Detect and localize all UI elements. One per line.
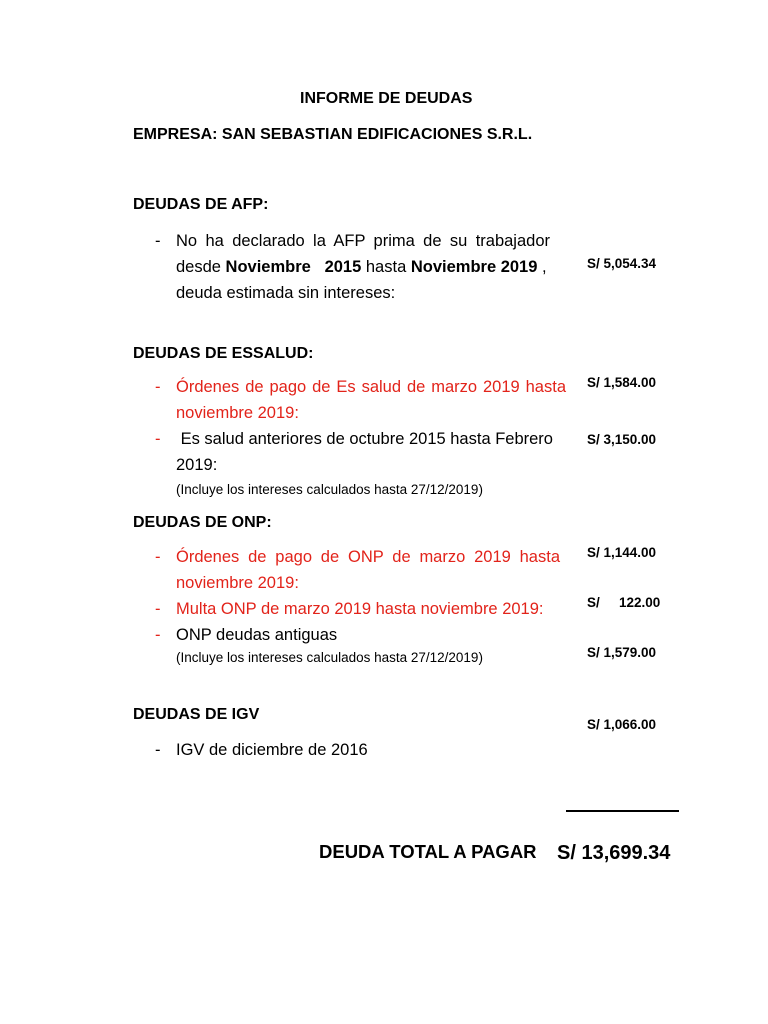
afp-line-2-a: desde: [176, 258, 226, 276]
onp-item-3: ONP deudas antiguas: [176, 626, 338, 644]
total-amount: S/ 13,699.34: [557, 842, 671, 864]
essalud-item-1-line-2: noviembre 2019:: [176, 404, 299, 422]
onp-heading: DEUDAS DE ONP:: [133, 514, 272, 531]
total-label: DEUDA TOTAL A PAGAR: [319, 841, 537, 862]
onp-item-2: Multa ONP de marzo 2019 hasta noviembre 2019:: [176, 600, 544, 618]
total-rule: [566, 810, 679, 812]
afp-line-2-c: hasta: [361, 258, 411, 276]
essalud-item-2-line-1: Es salud anteriores de octubre 2015 hasta Febrero: [176, 430, 553, 448]
essalud-item-1-amount: S/ 1,584.00: [587, 375, 657, 390]
essalud-bullet-2: -: [155, 430, 161, 448]
page-title: INFORME DE DEUDAS: [300, 90, 473, 107]
igv-bullet: -: [155, 741, 161, 759]
afp-line-2-e: ,: [537, 258, 547, 276]
essalud-item-2-line-2: 2019:: [176, 456, 218, 474]
onp-item-2-amount-prefix: S/: [587, 595, 600, 610]
onp-bullet-1: -: [155, 548, 161, 566]
afp-from-date: Noviembre 2015: [225, 258, 362, 276]
igv-amount: S/ 1,066.00: [587, 717, 657, 732]
igv-item-1: IGV de diciembre de 2016: [176, 741, 368, 759]
onp-item-1-line-1: Órdenes de pago de ONP de marzo 2019 hasta: [176, 548, 560, 566]
essalud-bullet-1: -: [155, 378, 161, 396]
onp-item-2-amount-value: 122.00: [619, 595, 661, 610]
onp-item-3-amount: S/ 1,579.00: [587, 645, 657, 660]
essalud-heading: DEUDAS DE ESSALUD:: [133, 345, 314, 362]
essalud-item-1-line-1: Órdenes de pago de Es salud de marzo 2019 hasta: [176, 378, 566, 396]
onp-bullet-2: -: [155, 600, 161, 618]
onp-note: (Incluye los intereses calculados hasta 27/12/2019): [176, 650, 483, 665]
essalud-note: (Incluye los intereses calculados hasta 27/12/2019): [176, 482, 483, 497]
afp-bullet: -: [155, 232, 161, 250]
afp-to-date: Noviembre 2019: [410, 258, 538, 276]
afp-heading: DEUDAS DE AFP:: [133, 196, 269, 213]
afp-amount: S/ 5,054.34: [587, 256, 657, 271]
igv-heading: DEUDAS DE IGV: [133, 706, 260, 723]
company-line: EMPRESA: SAN SEBASTIAN EDIFICACIONES S.R.L.: [133, 126, 533, 143]
essalud-item-2-amount: S/ 3,150.00: [587, 432, 657, 447]
afp-line-2: [176, 256, 547, 278]
onp-item-1-line-2: noviembre 2019:: [176, 574, 299, 592]
afp-line-1: No ha declarado la AFP prima de su trabajador: [176, 232, 550, 250]
onp-bullet-3: -: [155, 626, 161, 644]
onp-item-1-amount: S/ 1,144.00: [587, 545, 657, 560]
afp-line-3: deuda estimada sin intereses:: [176, 284, 396, 302]
